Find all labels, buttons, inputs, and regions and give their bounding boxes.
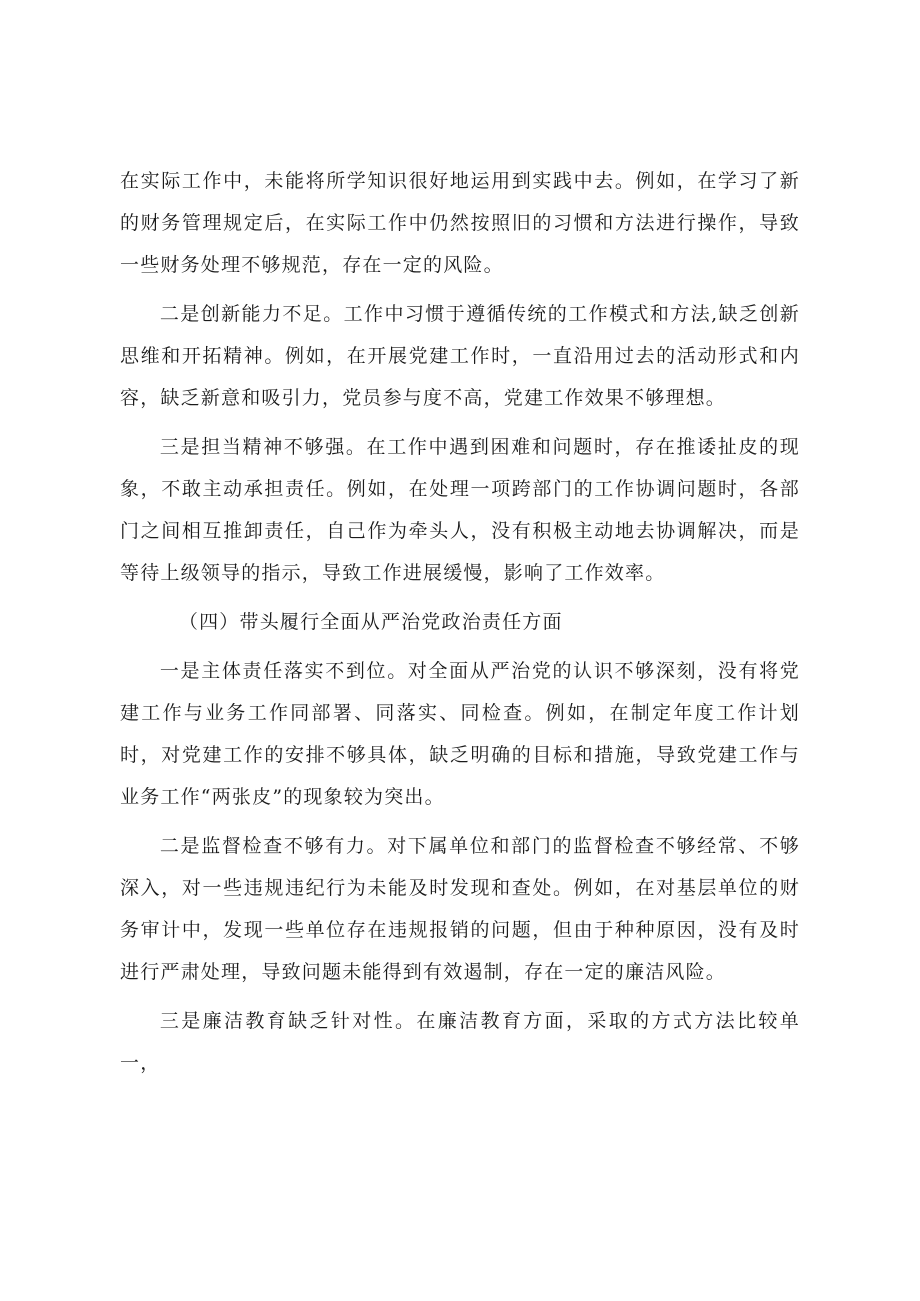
paragraph-supervision: 二是监督检查不够有力。对下属单位和部门的监督检查不够经常、不够深入，对一些违规违纪行为未能及时发现和查处。例如，在对基层单位的财务审计中，发现一些单位存在违规报销的问题，但由于种种原因，没有及时进行严肃处理，导致问题未能得到有效遏制，存在一定的廉洁风险。 <box>120 835 800 983</box>
paragraph-innovation: 二是创新能力不足。工作中习惯于遵循传统的工作模式和方法,缺乏创新思维和开拓精神。例如，在开展党建工作时，一直沿用过去的活动形式和内容，缺乏新意和吸引力，党员参与度不高，党建工作效果不够理想。 <box>120 303 800 409</box>
paragraph-main-responsibility: 一是主体责任落实不到位。对全面从严治党的认识不够深刻，没有将党建工作与业务工作同部署、同落实、同检查。例如，在制定年度工作计划时，对党建工作的安排不够具体，缺乏明确的目标和措施，导致党建工作与业务工作“两张皮”的现象较为突出。 <box>120 660 800 808</box>
section-heading: （四）带头履行全面从严治党政治责任方面 <box>178 611 563 633</box>
document-body <box>120 160 800 1084</box>
paragraph-integrity-education: 三是廉洁教育缺乏针对性。在廉洁教育方面，采取的方式方法比较单一， <box>120 1010 800 1074</box>
paragraph-responsibility: 三是担当精神不够强。在工作中遇到困难和问题时，存在推诿扯皮的现象，不敢主动承担责任。例如，在处理一项跨部门的工作协调问题时，各部门之间相互推卸责任，自己作为牵头人，没有积极主动地去协调解决，而是等待上级领导的指示，导致工作进展缓慢，影响了工作效率。 <box>120 436 800 584</box>
paragraph-continuation: 在实际工作中，未能将所学知识很好地运用到实践中去。例如，在学习了新的财务管理规定后，在实际工作中仍然按照旧的习惯和方法进行操作，导致一些财务处理不够规范，存在一定的风险。 <box>120 170 800 276</box>
